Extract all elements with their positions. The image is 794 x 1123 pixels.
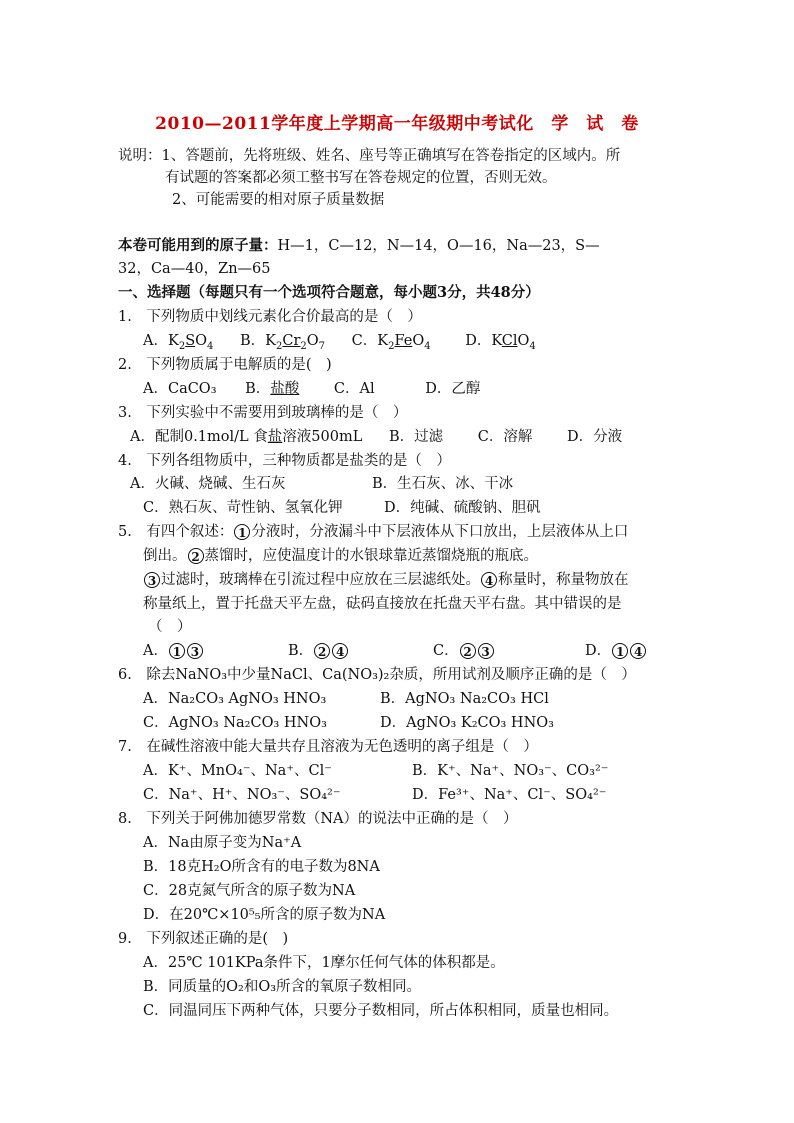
instruction-2: 2、可能需要的相对原子质量数据 bbox=[172, 192, 385, 208]
q2-options bbox=[143, 379, 480, 399]
circled-number: 3 bbox=[144, 572, 160, 588]
instruction-1b: 有试题的答案都必须工整书写在答卷规定的位置，否则无效。 bbox=[165, 170, 557, 186]
atomic-masses-values-1: H—1，C—12，N—14，O—16，Na—23，S— bbox=[277, 238, 600, 254]
q5-line-4: 称量纸上，置于托盘天平左盘，砝码直接放在托盘天平右盘。其中错误的是 bbox=[143, 596, 622, 612]
q2-stem: 2. 下列物质属于电解质的是( ) bbox=[118, 357, 332, 373]
q3-stem: 3. 下列实验中不需要用到玻璃棒的是（ ） bbox=[118, 405, 408, 421]
circled-number: 1 bbox=[234, 524, 250, 540]
q7-option-d: D．Fe³⁺、Na⁺、Cl⁻、SO₄²⁻ bbox=[412, 787, 607, 803]
atomic-masses-line-2: 32，Ca—40，Zn—65 bbox=[118, 261, 271, 277]
instructions-label: 说明： bbox=[118, 148, 162, 164]
q5-option-a: A． 1 3 bbox=[143, 641, 204, 661]
q5-option-d: D． 1 4 bbox=[585, 641, 647, 661]
q5-line-2: 倒出。 2 蒸馏时，应使温度计的水银球靠近蒸馏烧瓶的瓶底。 bbox=[143, 548, 538, 564]
q1-option-d: D．KClO$_4$ bbox=[465, 333, 536, 352]
q2-option-c: C．Al bbox=[333, 381, 375, 397]
q8-option-b: B．18克H₂O所含有的电子数为8NA bbox=[143, 859, 380, 875]
q5-line-3: 3 过滤时，玻璃棒在引流过程中应放在三层滤纸处。 4 称量时，称量物放在 bbox=[143, 570, 629, 590]
circled-number: 2 bbox=[188, 548, 204, 564]
q5-option-b: B． 2 4 bbox=[288, 641, 349, 661]
q7-option-c: C．Na⁺、H⁺、NO₃⁻、SO₄²⁻ bbox=[143, 787, 341, 803]
q4-option-d: D．纯碱、硫酸钠、胆矾 bbox=[384, 500, 541, 516]
q7-option-b: B．K⁺、Na⁺、NO₃⁻、CO₃²⁻ bbox=[412, 763, 609, 779]
q3-option-c: C．溶解 bbox=[477, 429, 533, 445]
q6-stem: 6. 除去NaNO₃中少量NaCl、Ca(NO₃)₂杂质，所用试剂及顺序正确的是（ ） bbox=[118, 667, 636, 683]
q2-option-d: D．乙醇 bbox=[425, 381, 481, 397]
q4-option-c: C．熟石灰、苛性钠、氢氧化钾 bbox=[143, 500, 343, 516]
q4-stem: 4. 下列各组物质中，三种物质都是盐类的是（ ） bbox=[118, 453, 451, 469]
q4-option-a: A．火碱、烧碱、生石灰 bbox=[130, 476, 286, 492]
q8-option-d: D．在20℃×10⁵₅所含的原子数为NA bbox=[143, 907, 386, 923]
q9-stem: 9. 下列叙述正确的是( ) bbox=[118, 931, 289, 947]
instructions-line-1 bbox=[118, 146, 620, 166]
q6-option-a: A．Na₂CO₃ AgNO₃ HNO₃ bbox=[143, 691, 327, 707]
q2-option-a: A．CaCO₃ bbox=[143, 381, 217, 397]
exam-title: 2010—2011学年度上学期高一年级期中考试化 学 试 卷 bbox=[155, 114, 639, 134]
q6-option-b: B．AgNO₃ Na₂CO₃ HCl bbox=[380, 691, 549, 707]
q8-stem: 8. 下列关于阿佛加德罗常数（NA）的说法中正确的是（ ） bbox=[118, 811, 518, 827]
q1-option-b: B．$K_2Cr_2O_7$ bbox=[240, 333, 326, 352]
q9-option-c: C．同温同压下两种气体，只要分子数相同，所占体积相同，质量也相同。 bbox=[143, 1003, 619, 1019]
q8-option-c: C．28克氮气所含的原子数为NA bbox=[143, 883, 356, 899]
q9-option-a: A．25℃ 101KPa条件下，1摩尔任何气体的体积都是。 bbox=[143, 955, 505, 971]
q4-option-b: B．生石灰、冰、干冰 bbox=[372, 476, 514, 492]
circled-number: 4 bbox=[481, 572, 497, 588]
q8-option-a: A．Na由原子变为Na⁺A bbox=[143, 835, 302, 851]
q5-option-c: C． 2 3 bbox=[433, 641, 495, 661]
q1-option-a: A．$K_2SO_4$ bbox=[143, 333, 214, 352]
q9-option-b: B．同质量的O₂和O₃所含的氧原子数相同。 bbox=[143, 979, 422, 995]
q3-option-a: A．配制0.1mol/L 食盐溶液500mL bbox=[130, 429, 363, 445]
q3-options bbox=[130, 427, 622, 447]
section-heading: 一、选择题（每题只有一个选项符合题意，每小题3分，共48分） bbox=[118, 284, 540, 301]
q1-option-c: C．$K_2FeO_4$ bbox=[351, 333, 431, 352]
atomic-masses-line-1 bbox=[118, 236, 600, 256]
q1-stem: 1. 下列物质中划线元素化合价最高的是（ ） bbox=[118, 309, 422, 325]
q5-line-5: （ ） bbox=[148, 619, 192, 635]
instruction-1a: 1、答题前，先将班级、姓名、座号等正确填写在答卷指定的区域内。所 bbox=[161, 148, 621, 164]
q3-option-b: B．过滤 bbox=[388, 429, 444, 445]
q2-option-b: B．盐酸 bbox=[245, 381, 300, 397]
q6-option-c: C．AgNO₃ Na₂CO₃ HNO₃ bbox=[143, 715, 327, 731]
atomic-masses-label: 本卷可能用到的原子量： bbox=[118, 237, 278, 254]
q7-stem: 7. 在碱性溶液中能大量共存且溶液为无色透明的离子组是（ ） bbox=[118, 739, 538, 755]
q3-option-d: D．分液 bbox=[566, 429, 623, 445]
q6-option-d: D．AgNO₃ K₂CO₃ HNO₃ bbox=[380, 715, 554, 731]
q7-option-a: A．K⁺、MnO₄⁻、Na⁺、Cl⁻ bbox=[143, 763, 332, 779]
q5-line-1: 5. 有四个叙述： 1 分液时，分液漏斗中下层液体从下口放出，上层液体从上口 bbox=[118, 524, 629, 540]
q1-options bbox=[143, 331, 536, 351]
